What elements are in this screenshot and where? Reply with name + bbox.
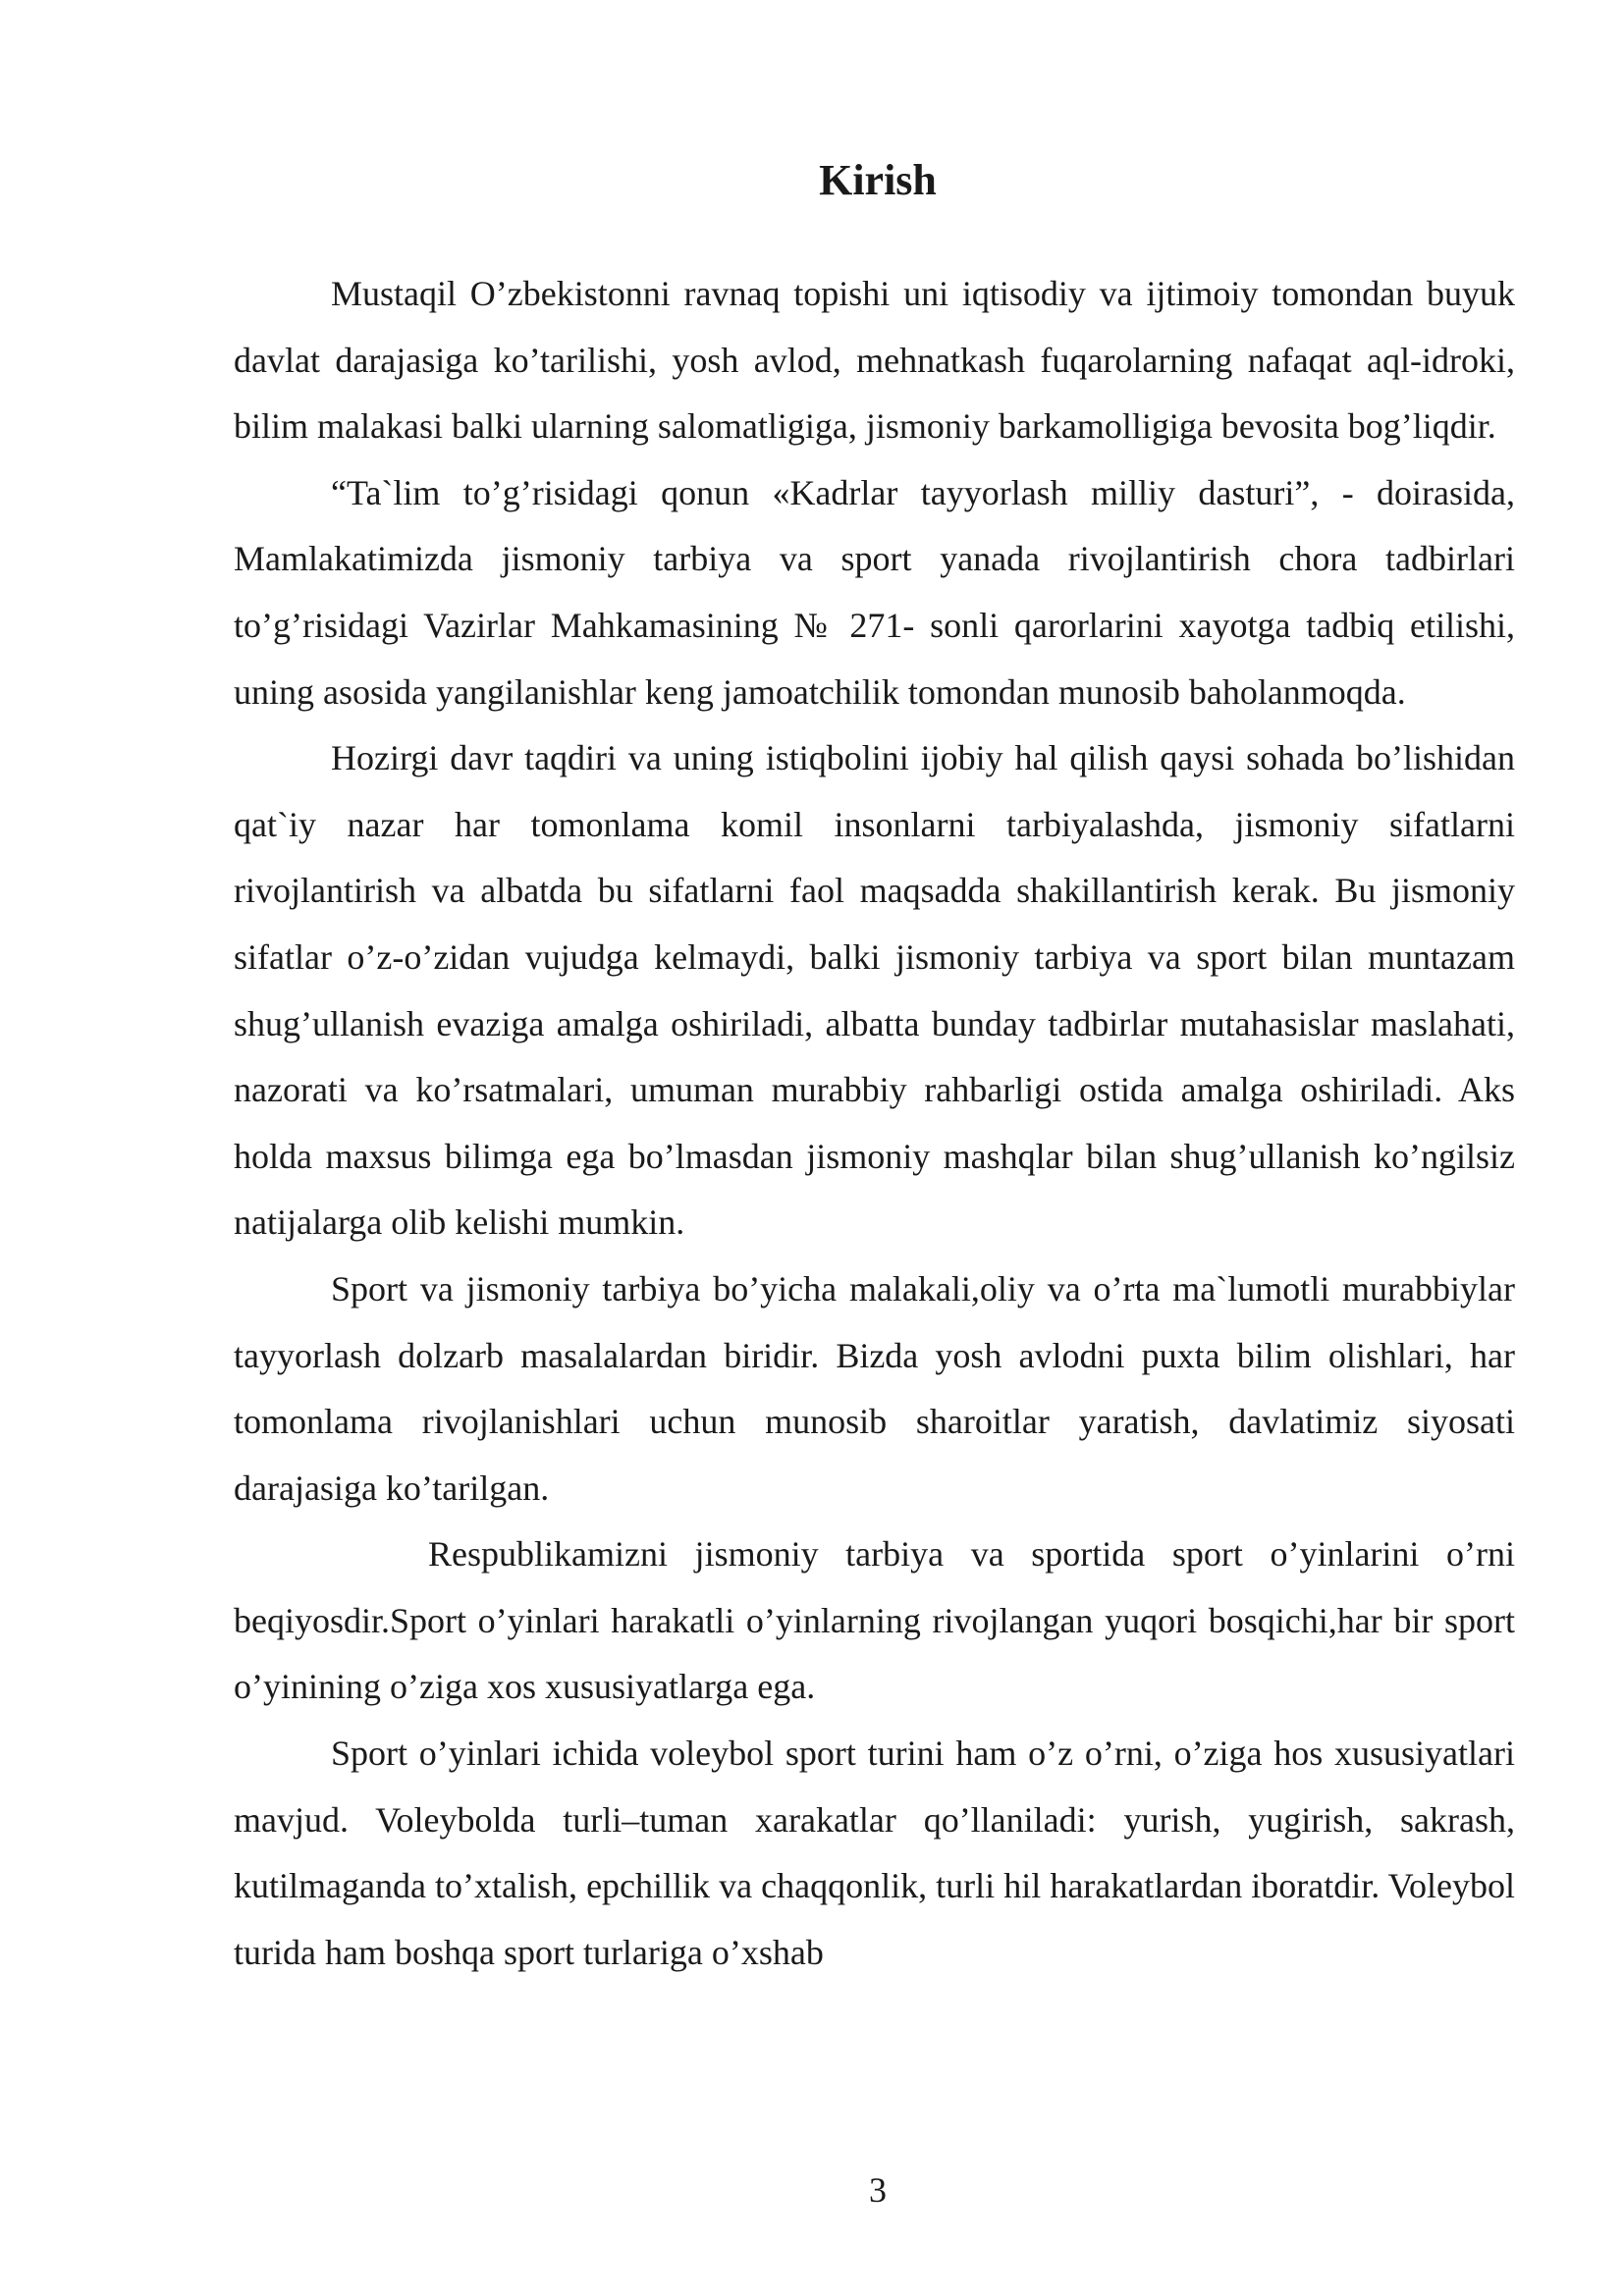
paragraph-law: “Ta`lim to’g’risidagi qonun «Kadrlar tayyorlash milliy dasturi”, - doirasida, Mamlakatimizda jismoniy tarbiya va sport yanada rivojlantirish chora tadbirlari to’g’risidagi Vazirlar Mahkamasining № 271- sonli qarorlarini xayotga tadbiq etilishi, uning asosida yangilanishlar keng jamoatchilik tomondan munosib baholanmoqda. — [234, 472, 1515, 712]
paragraph-physical-qualities: Hozirgi davr taqdiri va uning istiqbolini ijobiy hal qilish qaysi sohada bo’lishidan qat`iy nazar har tomonlama komil insonlarni tarbiyalashda, jismoniy sifatlarni rivojlantirish va albatda bu sifatlarni faol maqsadda shakillantirish kerak. Bu jismoniy sifatlar o’z-o’zidan vujudga kelmaydi, balki jismoniy tarbiya va sport bilan muntazam shug’ullanish evaziga amalga oshiriladi, albatta bunday tadbirlar mutahasislar maslahati, nazorati va ko’rsatmalari, umuman murabbiy rahbarligi ostida amalga oshiriladi. Aks holda maxsus bilimga ega bo’lmasdan jismoniy mashqlar bilan shug’ullanish ko’ngilsiz natijalarga olib kelishi mumkin. — [234, 738, 1515, 1243]
page-number: 3 — [869, 2170, 887, 2210]
body-text — [234, 261, 1515, 1986]
paragraph-intro: Mustaqil O’zbekistonni ravnaq topishi uni iqtisodiy va ijtimoiy tomondan buyuk davlat darajasiga ko’tarilishi, yosh avlod, mehnatkash fuqarolarning nafaqat aql-idroki, bilim malakasi balki ularning salomatligiga, jismoniy barkamolligiga bevosita bog’liqdir. — [234, 274, 1515, 447]
paragraph-volleyball: Sport o’yinlari ichida voleybol sport turini ham o’z o’rni, o’ziga hos xususiyatlari mavjud. Voleybolda turli–tuman xarakatlar qo’llaniladi: yurish, yugirish, sakrash, kutilmaganda to’xtalish, epchillik va chaqqonlik, turli hil harakatlardan iboratdir. Voleybol turida ham boshqa sport turlariga o’xshab — [234, 1734, 1515, 1972]
page-title: Kirish — [819, 156, 937, 204]
paragraph-coaches: Sport va jismoniy tarbiya bo’yicha malakali,oliy va o’rta ma`lumotli murabbiylar tayyorlash dolzarb masalalardan biridir. Bizda yosh avlodni puxta bilim olishlari, har tomonlama rivojlanishlari uchun munosib sharoitlar yaratish, davlatimiz siyosati darajasiga ko’tarilgan. — [234, 1268, 1515, 1508]
paragraph-sport-games: Respublikamizni jismoniy tarbiya va sportida sport o’yinlarini o’rni beqiyosdir.Sport o’yinlari harakatli o’yinlarning rivojlangan yuqori bosqichi,har bir sport o’yinining o’ziga xos xususiyatlarga ega. — [234, 1534, 1515, 1707]
